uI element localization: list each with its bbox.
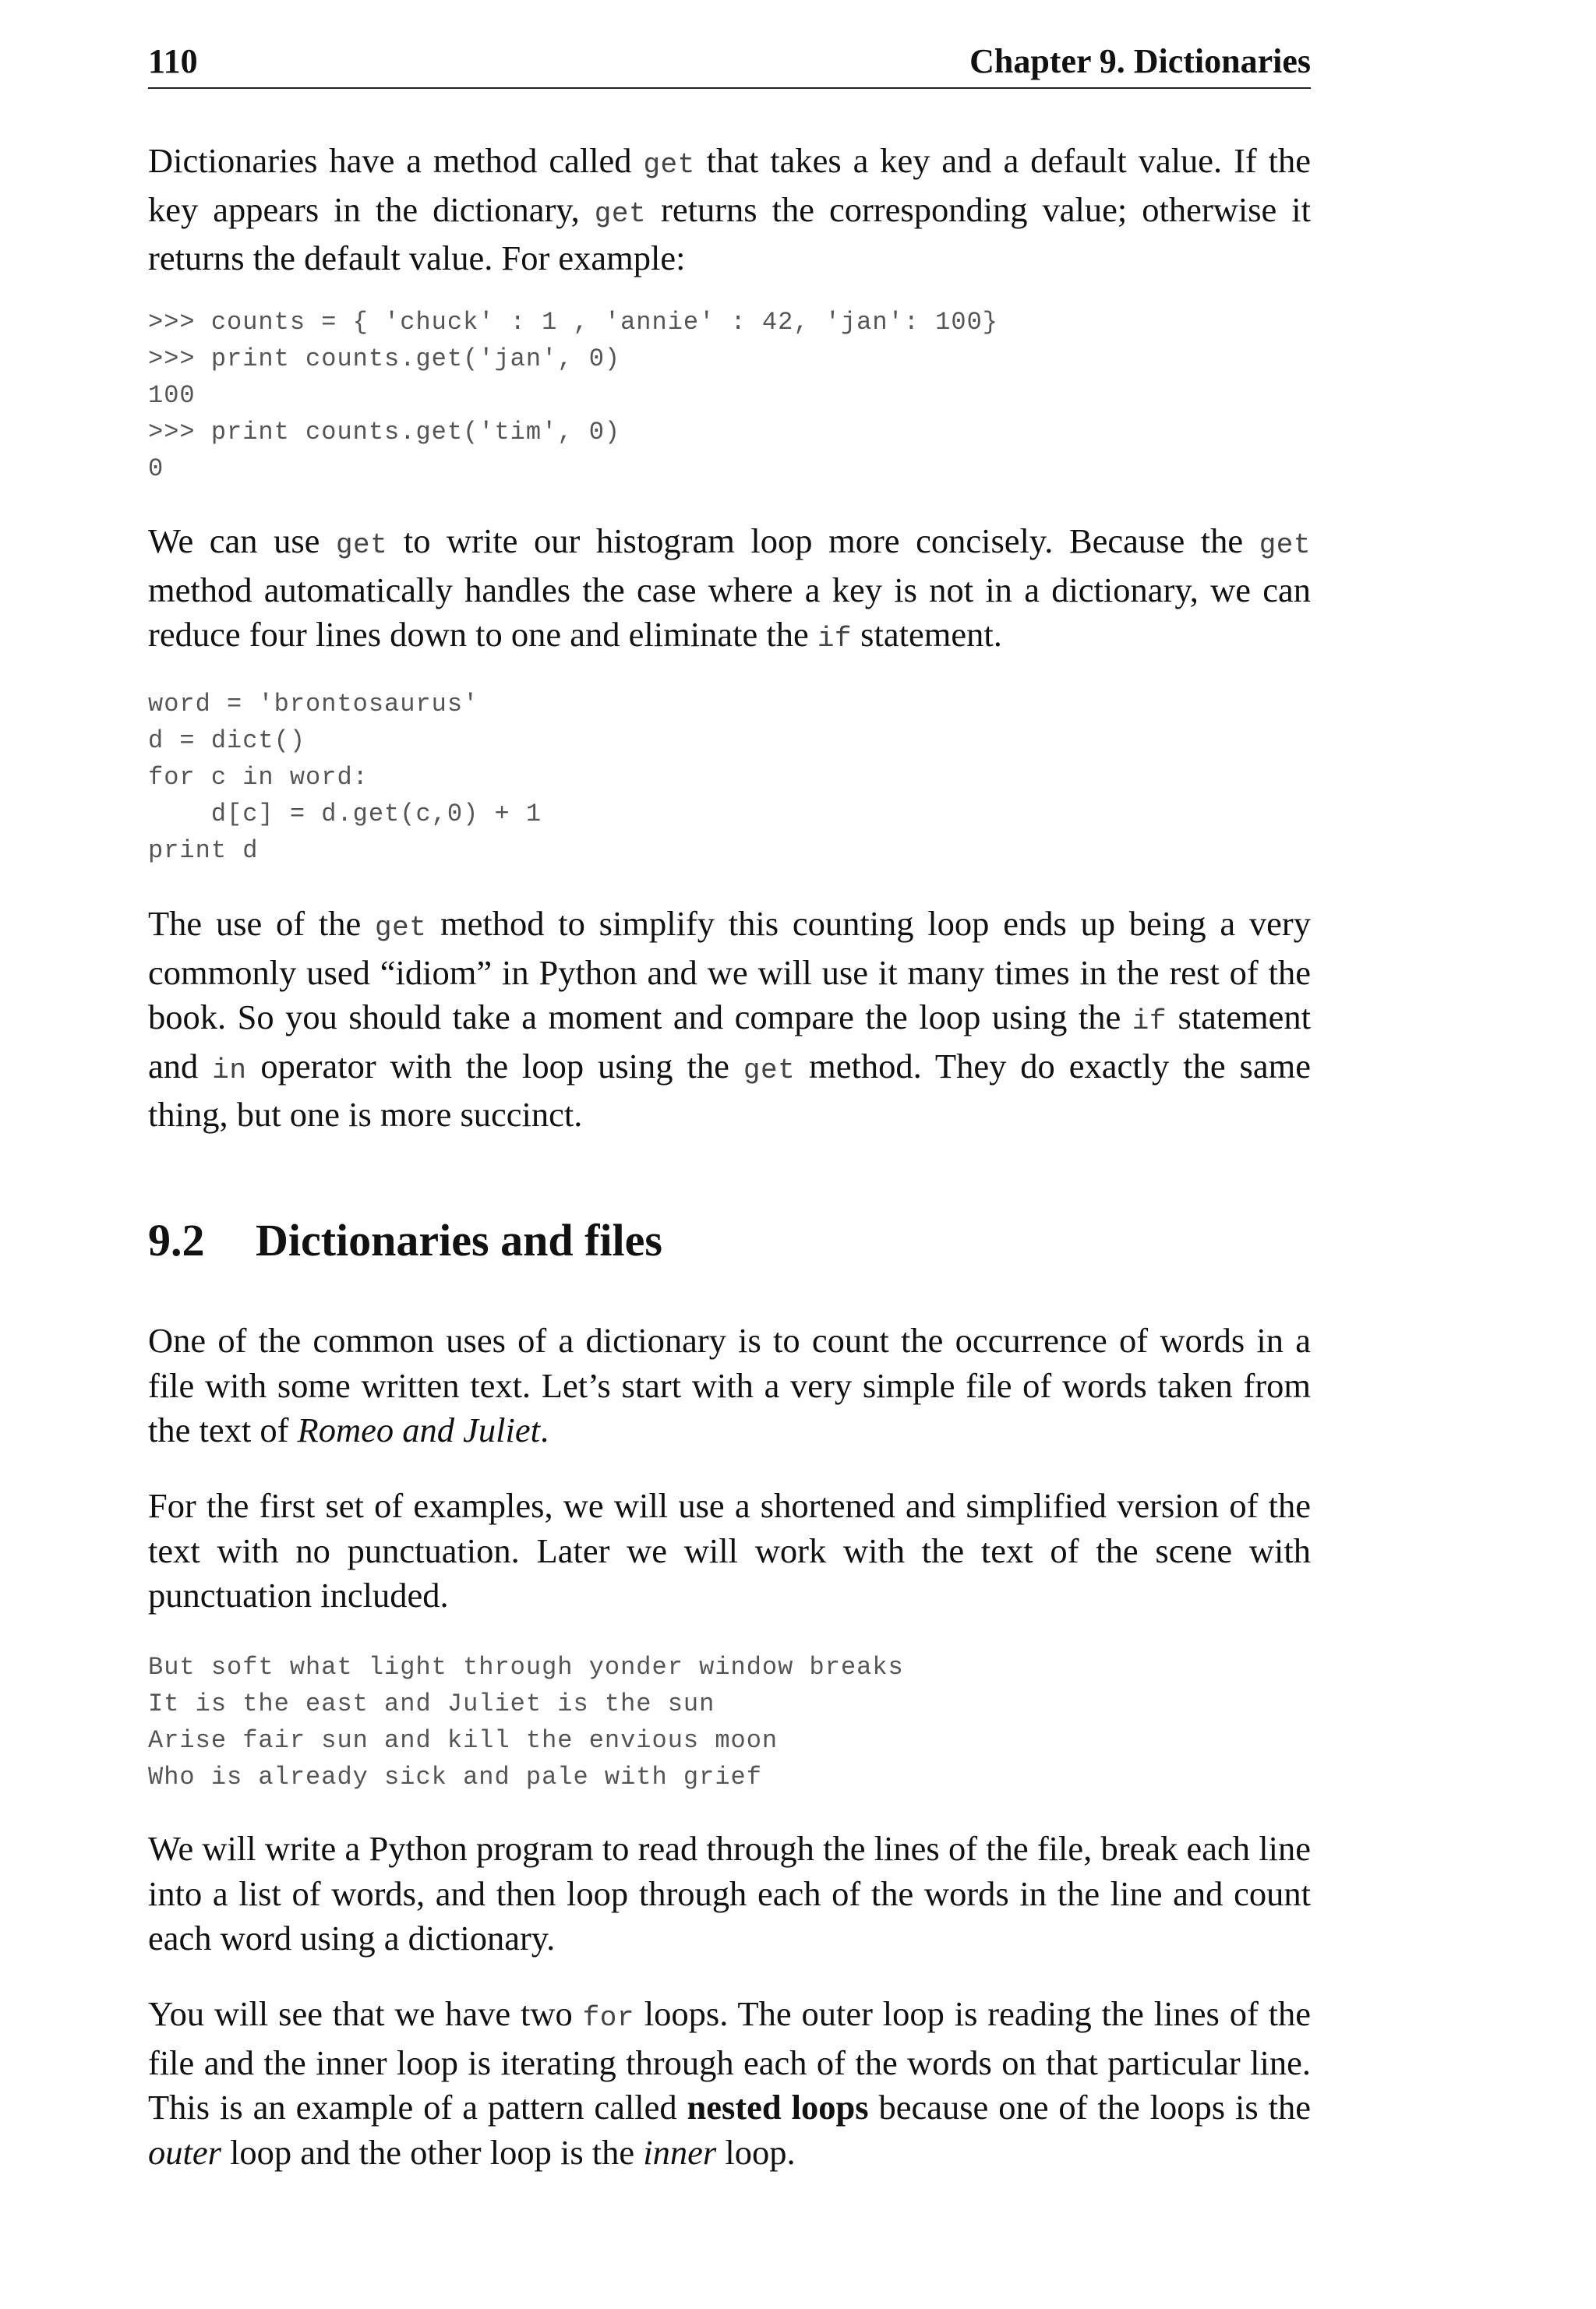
text: You will see that we have two [148,1994,583,2033]
paragraph-nested-loops [148,1992,1311,2175]
inline-code: get [743,1054,796,1086]
text: We will write a Python program to read through the lines of the file, break each line into a list of words, and then loop through each of the words in the line and count each word using a dictionary. [148,1829,1311,1958]
paragraph-get-method [148,139,1311,281]
code-line: >>> print counts.get('jan', 0) [148,344,621,373]
section-heading [148,1214,1311,1266]
text: method automatically handles the case where a key is not in a dictionary, we can reduce four lines down to one and eliminate the [148,570,1311,654]
italic-text: inner [643,2132,717,2172]
page-number: 110 [148,42,198,80]
text: statement and [148,997,1311,1086]
page [148,42,1311,2172]
inline-code: for [582,2002,634,2034]
code-line: 100 [148,381,196,410]
text: operator with the loop using the [246,1046,743,1086]
code-line: d = dict() [148,726,306,755]
paragraph-count-words [148,1319,1311,1453]
code-line: Arise fair sun and kill the envious moon [148,1726,779,1755]
code-block-histogram [148,686,1311,869]
code-line: print d [148,836,259,865]
italic-text: outer [148,2132,221,2172]
code-line: It is the east and Juliet is the sun [148,1689,715,1718]
text: We can use [148,521,336,560]
inline-code: if [817,623,853,655]
italic-text: Romeo and Juliet [297,1410,540,1449]
text: statement. [852,615,1002,654]
inline-code: if [1132,1005,1167,1037]
paragraph-idiom [148,902,1311,1138]
code-line: d[c] = d.get(c,0) + 1 [148,800,542,828]
paragraph-first-examples [148,1484,1311,1619]
text: loop and the other loop is the [221,2132,644,2172]
text: because one of the loops is the [868,2088,1311,2127]
bold-term: nested loops [687,2088,869,2127]
text: method. They do exactly the same thing, but one is more succinct. [148,1046,1311,1134]
inline-code: get [594,197,647,230]
page-header [148,42,1311,89]
inline-code: get [374,912,427,944]
code-block-romeo-text [148,1649,1311,1795]
inline-code: get [1259,529,1311,561]
code-block-get-example [148,304,1311,487]
text: that takes a key and a default value. If the key appears in the dictionary, [148,141,1311,229]
code-line: >>> print counts.get('tim', 0) [148,418,621,447]
text: The use of the [148,904,375,943]
code-line: for c in word: [148,763,369,792]
inline-code: get [335,529,388,561]
section-number: 9.2 [148,1215,205,1266]
chapter-title: Chapter 9. Dictionaries [969,42,1311,80]
text: One of the common uses of a dictionary is to count the occurrence of words in a file with some written text. Let’s start with a very simple file of words taken from the text of [148,1321,1311,1449]
inline-code: in [212,1054,247,1086]
code-line: 0 [148,454,164,483]
paragraph-python-program [148,1827,1311,1961]
text: method to simplify this counting loop ends up being a very commonly used “idiom” in Python and we will use it many times in the rest of the book. So you should take a moment and compare the loop using the [148,904,1311,1036]
text: loop. [716,2132,796,2172]
text: to write our histogram loop more concisely. Because the [387,521,1259,560]
code-line: >>> counts = { 'chuck' : 1 , 'annie' : 42, 'jan': 100} [148,308,998,337]
text: . [539,1410,549,1449]
code-line: But soft what light through yonder window breaks [148,1653,904,1682]
text: Dictionaries have a method called [148,141,644,180]
text: returns the corresponding value; otherwise it returns the default value. For example: [148,189,1311,277]
text: loops. The outer loop is reading the lines of the file and the inner loop is iterating through each of the words on that particular line. This is an example of a pattern called [148,1994,1311,2127]
inline-code: get [643,149,695,181]
code-line: Who is already sick and pale with grief [148,1763,762,1792]
text: For the first set of examples, we will use a shortened and simplified version of the text with no punctuation. Later we will work with the text of the scene with punctuation included. [148,1486,1311,1615]
paragraph-histogram-loop [148,519,1311,662]
section-title: Dictionaries and files [256,1215,662,1266]
code-line: word = 'brontosaurus' [148,690,479,718]
